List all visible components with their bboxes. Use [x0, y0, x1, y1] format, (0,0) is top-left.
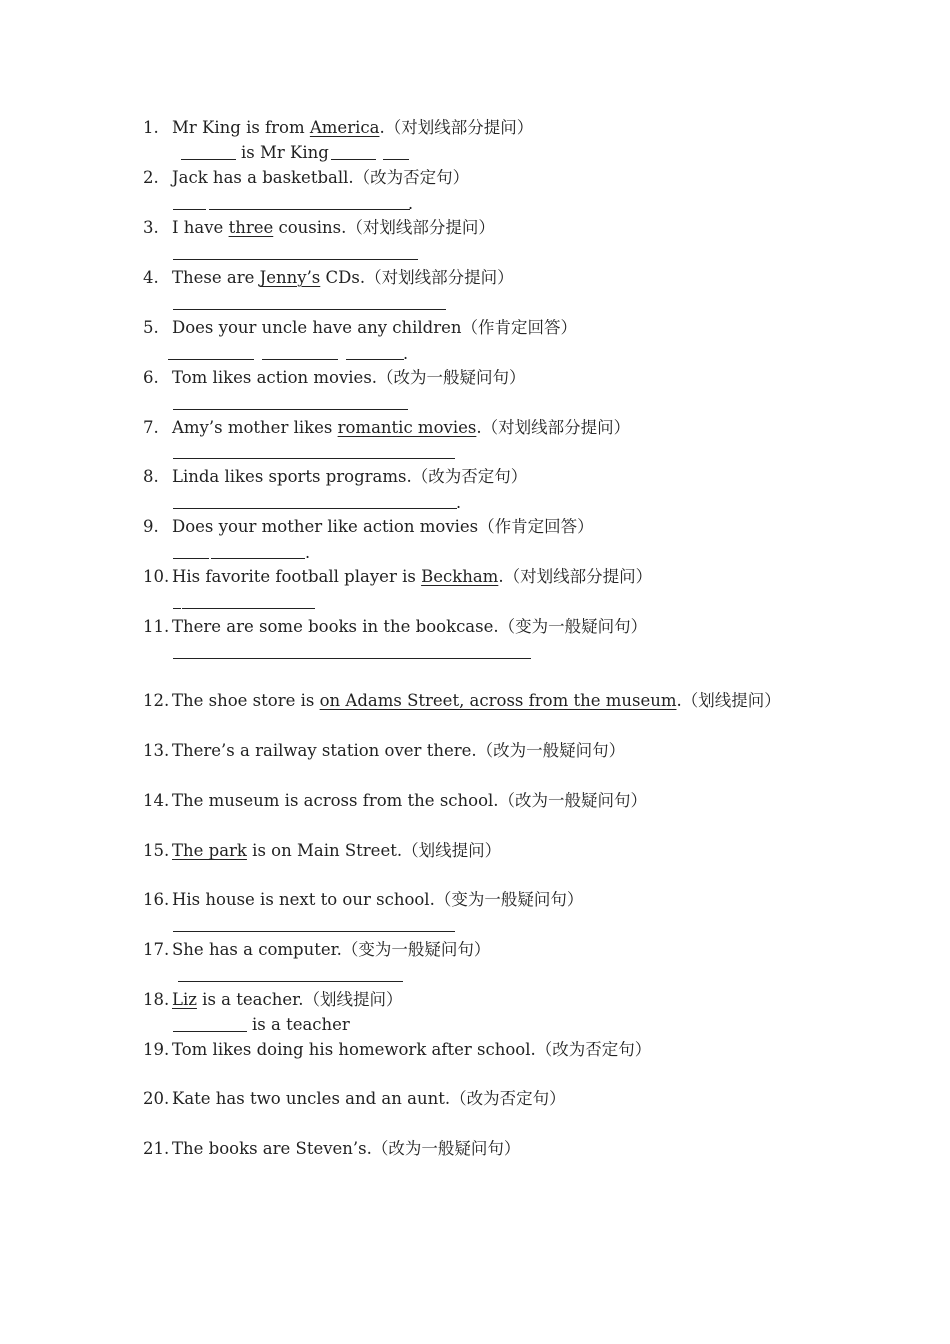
question-8 [143, 466, 527, 488]
text-segment: is a teacher.（划线提问） [196, 990, 403, 1009]
question-text: Linda likes sports programs.（改为否定句） [172, 467, 528, 486]
underlined-segment: America [309, 118, 380, 137]
question-text: Kate has two uncles and an aunt.（改为否定句） [172, 1089, 566, 1108]
answer-blank[interactable] [173, 658, 531, 659]
question-16 [143, 889, 583, 911]
underlined-segment: Liz [172, 990, 197, 1009]
question-text: His house is next to our school.（变为一般疑问句） [172, 890, 584, 909]
answer-text: is a teacher [252, 1015, 350, 1034]
text-segment: .（对划线部分提问） [476, 418, 631, 437]
answer-blank[interactable] [181, 159, 236, 160]
question-number: 17. [143, 940, 170, 959]
question-text: She has a computer.（变为一般疑问句） [172, 940, 491, 959]
question-2 [143, 167, 469, 189]
question-number: 4. [143, 268, 159, 287]
question-number: 2. [143, 168, 159, 187]
question-12 [143, 690, 781, 712]
underlined-segment: three [228, 218, 274, 237]
question-6 [143, 367, 526, 389]
text-segment: These are [172, 268, 260, 287]
question-1 [143, 117, 533, 139]
question-number: 5. [143, 318, 159, 337]
answer-blank[interactable] [173, 558, 209, 559]
period-mark: . [403, 344, 409, 363]
text-segment: I have [172, 218, 229, 237]
answer-blank[interactable] [331, 159, 376, 160]
text-segment: CDs.（对划线部分提问） [320, 268, 514, 287]
question-10 [143, 566, 652, 588]
question-text [172, 990, 402, 1009]
answer-blank[interactable] [173, 608, 181, 609]
text-segment: cousins.（对划线部分提问） [273, 218, 495, 237]
question-14 [143, 790, 647, 812]
answer-blank[interactable] [178, 981, 403, 982]
period-mark: . [408, 194, 414, 213]
text-segment: His favorite football player is [172, 567, 422, 586]
question-number: 7. [143, 418, 159, 437]
question-text: There are some books in the bookcase.（变为一般疑问句） [172, 617, 648, 636]
question-11 [143, 616, 647, 638]
answer-blank[interactable] [262, 359, 338, 360]
question-number: 18. [143, 990, 170, 1009]
answer-blank[interactable] [383, 159, 409, 160]
question-text [172, 567, 652, 586]
question-text: The books are Steven’s.（改为一般疑问句） [172, 1139, 521, 1158]
question-number: 21. [143, 1139, 170, 1158]
answer-blank[interactable] [239, 1031, 247, 1032]
question-20 [143, 1088, 566, 1110]
question-number: 6. [143, 368, 159, 387]
question-number: 15. [143, 841, 170, 860]
question-7 [143, 417, 630, 439]
period-mark: . [456, 493, 462, 512]
question-text: Jack has a basketball.（改为否定句） [172, 168, 470, 187]
question-text: Tom likes action movies.（改为一般疑问句） [172, 368, 526, 387]
question-13 [143, 740, 625, 762]
underlined-segment: Jenny’s [259, 268, 321, 287]
text-segment: is on Main Street.（划线提问） [246, 841, 502, 860]
question-text: Does your uncle have any children（作肯定回答） [172, 318, 578, 337]
answer-blank[interactable] [346, 359, 404, 360]
text-segment: .（对划线部分提问） [379, 118, 534, 137]
period-mark: . [305, 543, 311, 562]
answer-blank[interactable] [173, 209, 206, 210]
answer-text: is Mr King [241, 143, 329, 162]
text-segment: The shoe store is [172, 691, 320, 710]
answer-blank[interactable] [173, 931, 455, 932]
question-number: 10. [143, 567, 170, 586]
question-15 [143, 840, 501, 862]
question-text: Does your mother like action movies（作肯定回答） [172, 517, 594, 536]
answer-blank[interactable] [173, 409, 408, 410]
underlined-segment: romantic movies [337, 418, 477, 437]
question-text: Tom likes doing his homework after school.（改为否定句） [172, 1040, 652, 1059]
text-segment: .（对划线部分提问） [498, 567, 653, 586]
question-text [172, 268, 514, 287]
answer-blank[interactable] [173, 259, 418, 260]
question-text: There’s a railway station over there.（改为一般疑问句） [172, 741, 626, 760]
question-9 [143, 516, 594, 538]
question-number: 16. [143, 890, 170, 909]
question-number: 20. [143, 1089, 170, 1108]
text-segment: .（划线提问） [676, 691, 781, 710]
underlined-segment: The park [172, 841, 247, 860]
question-number: 13. [143, 741, 170, 760]
question-text [172, 418, 630, 437]
question-4 [143, 267, 514, 289]
question-number: 19. [143, 1040, 170, 1059]
answer-blank[interactable] [173, 458, 455, 459]
answer-blank[interactable] [211, 558, 305, 559]
question-text [172, 691, 781, 710]
underlined-segment: on Adams Street, across from the museum [319, 691, 677, 710]
answer-blank[interactable] [209, 209, 410, 210]
question-5 [143, 317, 577, 339]
question-number: 3. [143, 218, 159, 237]
question-text [172, 218, 495, 237]
question-number: 12. [143, 691, 170, 710]
question-19 [143, 1039, 651, 1061]
question-number: 8. [143, 467, 159, 486]
underlined-segment: Beckham [421, 567, 499, 586]
question-17 [143, 939, 490, 961]
question-21 [143, 1138, 520, 1160]
answer-blank[interactable] [168, 359, 254, 360]
text-segment: Amy’s mother likes [172, 418, 338, 437]
question-text [172, 841, 501, 860]
question-number: 9. [143, 517, 159, 536]
answer-blank[interactable] [173, 1031, 239, 1032]
text-segment: Mr King is from [172, 118, 310, 137]
question-3 [143, 217, 495, 239]
question-text [172, 118, 533, 137]
question-18 [143, 989, 402, 1011]
question-number: 14. [143, 791, 170, 810]
question-text: The museum is across from the school.（改为一般疑问句） [172, 791, 648, 810]
answer-blank[interactable] [182, 608, 315, 609]
answer-blank[interactable] [173, 508, 457, 509]
question-number: 11. [143, 617, 170, 636]
question-number: 1. [143, 118, 159, 137]
answer-blank[interactable] [173, 309, 446, 310]
